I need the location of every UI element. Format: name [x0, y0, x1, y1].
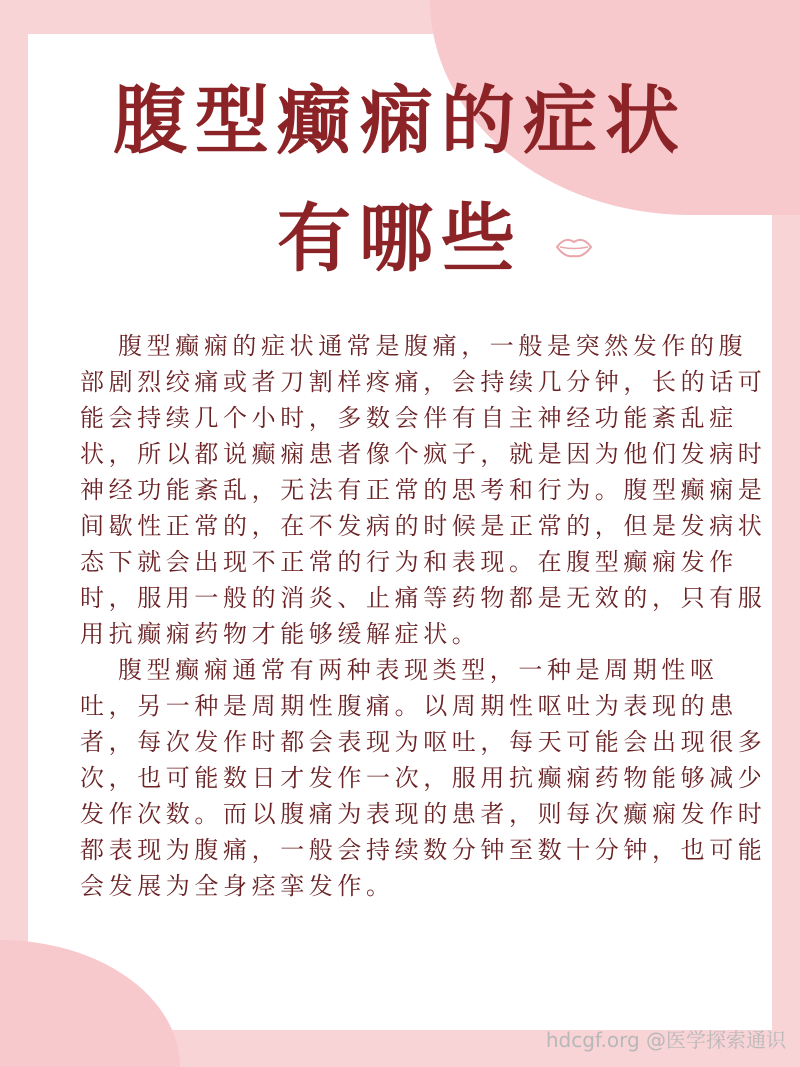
page-title-line1: 腹型癫痫的症状	[113, 78, 687, 164]
lips-icon	[556, 236, 592, 258]
paragraph-2-line: 吐，另一种是周期性腹痛。以周期性呕吐为表现的患	[80, 692, 738, 720]
watermark: hdcgf.org @医学探索通识	[545, 1028, 786, 1052]
paragraph-1-line: 间歇性正常的，在不发病的时候是正常的，但是发病状	[80, 512, 767, 540]
paragraph-1-line: 神经功能紊乱，无法有正常的思考和行为。腹型癫痫是	[80, 476, 767, 504]
paragraph-1-line: 腹型癫痫的症状通常是腹痛，一般是突然发作的腹	[118, 332, 748, 360]
paragraph-1-line: 部剧烈绞痛或者刀割样疼痛，会持续几分钟，长的话可	[80, 368, 767, 396]
paragraph-2-line: 都表现为腹痛，一般会持续数分钟至数十分钟，也可能	[80, 836, 767, 864]
paragraph-1-line: 时，服用一般的消炎、止痛等药物都是无效的，只有服	[80, 584, 767, 612]
article-body	[80, 328, 770, 904]
paragraph-2-line: 腹型癫痫通常有两种表现类型，一种是周期性呕	[118, 656, 719, 684]
paragraph-1-line: 状，所以都说癫痫患者像个疯子，就是因为他们发病时	[80, 440, 767, 468]
paragraph-1-line: 能会持续几个小时，多数会伴有自主神经功能紊乱症	[80, 404, 738, 432]
paragraph-2-line: 会发展为全身痉挛发作。	[80, 872, 395, 900]
page-title-line2: 有哪些	[277, 196, 523, 282]
paragraph-1-line: 用抗癫痫药物才能够缓解症状。	[80, 620, 481, 648]
paragraph-2-line: 者，每次发作时都会表现为呕吐，每天可能会出现很多	[80, 728, 767, 756]
paragraph-1-line: 态下就会出现不正常的行为和表现。在腹型癫痫发作	[80, 548, 738, 576]
paragraph-2-line: 发作次数。而以腹痛为表现的患者，则每次癫痫发作时	[80, 800, 767, 828]
paragraph-2-line: 次，也可能数日才发作一次，服用抗癫痫药物能够减少	[80, 764, 767, 792]
